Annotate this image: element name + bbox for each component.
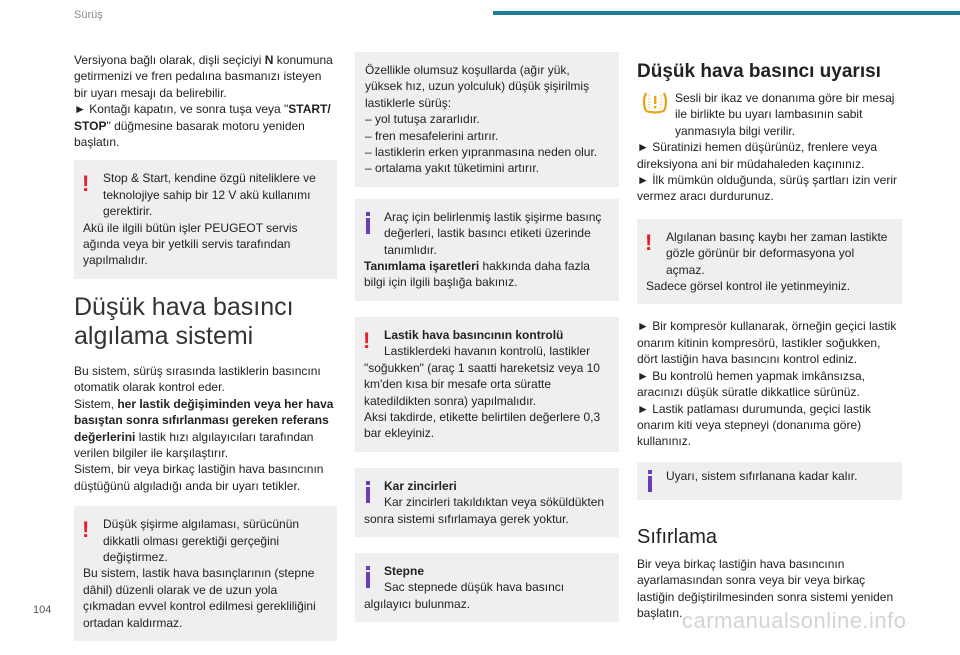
- list-item: – lastiklerin erken yıpranmasına neden olur.: [365, 145, 598, 160]
- info-title: Kar zincirleri: [384, 478, 457, 493]
- section-title-tpms: Düşük hava basıncı algılama sistemi: [74, 292, 294, 350]
- column-3: [637, 58, 902, 631]
- section-title-reset: Sıfırlama: [637, 525, 718, 548]
- info-icon: [363, 212, 375, 234]
- warning-exclamation-icon: !: [363, 327, 371, 353]
- instruction-step: ► İlk mümkün olduğunda, sürüş şartları izin verir vermez aracı durdurunuz.: [637, 173, 897, 204]
- column-1: [74, 52, 337, 655]
- warning-box-visual-check: [637, 219, 902, 305]
- warning-title: Lastik hava basıncının kontrolü: [384, 327, 564, 342]
- info-box-snow-chains: [355, 468, 619, 537]
- instruction-step: ► Bir kompresör kullanarak, örneğin geçici lastik onarım kitinin kompresörü, lastikler soğukken, dört lastiğin hava basıncını kontrol ediniz.: [637, 319, 897, 367]
- warning-text: Algılanan basınç kaybı her zaman lastikte gözle görünür bir deformasyona yol açmaz.: [666, 229, 888, 277]
- warning-lamp-text: Sesli bir ikaz ve donanıma göre bir mesaj ile birlikte bu uyarı lambasının sabit yanmasıyla bilgi verilir.: [675, 91, 895, 138]
- warning-exclamation-icon: !: [82, 171, 90, 197]
- instruction-step: ► Bu kontrolü hemen yapmak imkânsızsa, aracınızı düşük süratle dikkatlice sürünüz.: [637, 368, 865, 400]
- info-text: Uyarı, sistem sıfırlanana kadar kalır.: [666, 468, 858, 483]
- column-2: [355, 52, 619, 636]
- note-box-underinflation: [355, 52, 619, 187]
- info-box-spare-wheel: [355, 553, 619, 622]
- section-header: Sürüş: [74, 9, 103, 21]
- section-title-low-pressure-warning: Düşük hava basıncı uyarısı: [637, 61, 881, 82]
- info-box-warning-persists: [637, 462, 902, 500]
- instruction-step: ► Süratinizi hemen düşürünüz, frenlere veya direksiyona ani bir müdahaleden kaçınınız.: [637, 140, 877, 171]
- note-intro: Özellikle olumsuz koşullarda (ağır yük, yüksek hız, uzun yolculuk) düşük şişirilmiş lastiklerle sürüş:: [365, 63, 590, 110]
- tpms-body: Bu sistem, sürüş sırasında lastiklerin basıncını otomatik olarak kontrol eder. Sistem, her lastik değişiminden veya her hava basıştan sonra sıfırlanması gereken referans değerlerini lastik hızı algılayıcıları tarafından verilen bilgiler ile karşılaştırır. Sistem, bir veya birkaç lastiğin hava basıncının düştüğünü algıladığı anda bir uyarı tetikler.: [74, 363, 334, 493]
- list-item: – yol tutuşa zararlıdır.: [365, 112, 480, 127]
- info-icon: [645, 470, 657, 492]
- info-icon: [363, 566, 375, 588]
- warning-text-extra: Aksi takdirde, etikette belirtilen değerlere 0,3 bar ekleyiniz.: [364, 409, 601, 441]
- list-item: – ortalama yakıt tüketimini artırır.: [365, 161, 540, 176]
- watermark: carmanualsonline.info: [682, 608, 907, 633]
- warning-text-extra: Sadece görsel kontrol ile yetinmeyiniz.: [646, 279, 851, 294]
- intro-paragraph-1: Versiyona bağlı olarak, dişli seçiciyi N konumuna getirmenizi ve fren pedalına basmanızı isteyen bir uyarı mesajı da belirebilir.: [74, 53, 333, 100]
- warning-lamp-paragraph: [637, 90, 902, 139]
- warning-text: Lastiklerdeki havanın kontrolü, lastikler "soğukken" (araç 1 saatti hareketsiz veya 10 km'den kısa bir mesafe orta süratte katedildikten sonra) yapılmalıdır.: [364, 344, 600, 408]
- info-text-extra: Tanımlama işaretleri hakkında daha fazla bilgi için ilgili başlığa bakınız.: [364, 259, 590, 290]
- info-icon: [363, 481, 375, 503]
- page-number: 104: [33, 604, 52, 616]
- warning-box-pressure-check: [355, 317, 619, 452]
- info-text: Kar zincirleri takıldıktan veya söküldükten sonra sistemi sıfırlamaya gerek yoktur.: [364, 495, 605, 526]
- info-text: Araç için belirlenmiş lastik şişirme basınç değerleri, lastik basıncı etiketi üzerinde tanımlıdır.: [384, 209, 602, 257]
- info-box-pressure-label: [355, 199, 619, 301]
- warning-exclamation-icon: !: [645, 229, 653, 255]
- info-title: Stepne: [384, 563, 425, 578]
- reset-body: Bir veya birkaç lastiğin hava basıncının ayarlamasından sonra veya bir veya birkaç lastiğin değiştirilmesinden sonra sistemi yeniden başlatın.: [637, 556, 894, 620]
- intro-paragraph-2: ► Kontağı kapatın, ve sonra tuşa veya "START/ STOP" düğmesine basarak motoru yeniden başlatın.: [74, 102, 331, 150]
- warning-exclamation-icon: !: [82, 517, 90, 543]
- warning-text: Stop & Start, kendine özgü niteliklere ve teknolojiye sahip bir 12 V akü kullanımı gerektirir.: [103, 171, 316, 219]
- warning-text: Düşük şişirme algılaması, sürücünün dikkatli olması gerektiği gerçeğini değiştirmez.: [103, 517, 300, 564]
- warning-box-low-inflation: [74, 506, 337, 641]
- instruction-step: ► Lastik patlaması durumunda, geçici lastik onarım kiti veya stepneyi (donanıma göre) kullanınız.: [637, 401, 871, 449]
- info-text: Sac stepnede düşük hava basıncı algılayıcı bulunmaz.: [364, 580, 565, 611]
- warning-text-extra: Bu sistem, lastik hava basınçlarının (stepne dâhil) düzenli olarak ve de uzun yola çıkmadan evvel kontrol edilmesi gerekliliğini ortadan kaldırmaz.: [83, 566, 316, 630]
- list-item: – fren mesafelerini artırır.: [365, 128, 499, 143]
- warning-box-stop-start: [74, 160, 337, 278]
- header-accent-bar: [493, 11, 960, 15]
- warning-text-extra: Akü ile ilgili bütün işler PEUGEOT servis ağında veya bir yetkili servis tarafından yapılmalıdır.: [83, 220, 298, 268]
- tyre-pressure-warning-lamp-icon: [640, 90, 670, 114]
